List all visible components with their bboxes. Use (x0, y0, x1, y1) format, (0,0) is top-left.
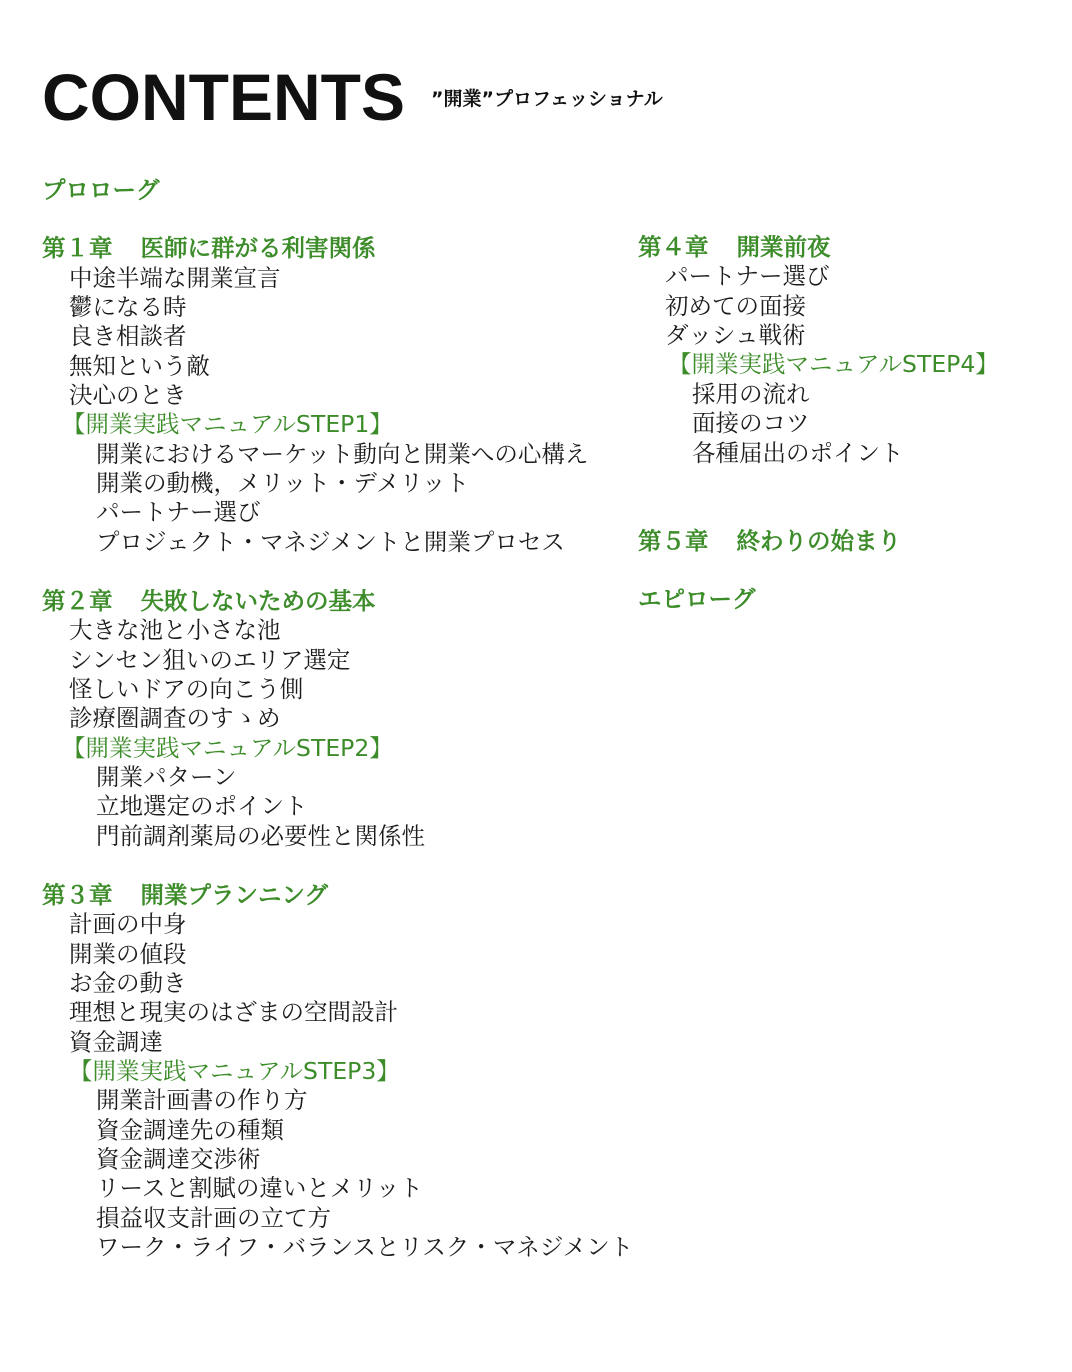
chapter-number: 第２章 (42, 587, 113, 615)
toc-section: 大きな池と小さな池 (69, 616, 281, 644)
chapter-title: プロローグ (42, 176, 160, 204)
page-subtitle: ”開業”プロフェッショナル (431, 88, 663, 110)
manual-step-heading: 【開業実践マニュアルSTEP4】 (668, 350, 999, 378)
chapter-heading (42, 587, 376, 616)
toc-section: 診療圏調査のすゝめ (69, 704, 281, 732)
page-header (42, 58, 663, 136)
toc-subsection: 開業におけるマーケット動向と開業への心構え (96, 440, 589, 468)
chapter-title: 開業プランニング (140, 881, 329, 909)
page-title: CONTENTS (42, 60, 405, 134)
toc-section: 中途半端な開業宣言 (69, 264, 281, 292)
toc-section: シンセン狙いのエリア選定 (69, 646, 351, 674)
toc-subsection: 開業計画書の作り方 (96, 1086, 308, 1114)
toc-subsection: パートナー選び (96, 498, 261, 526)
toc-section: 計画の中身 (69, 910, 187, 938)
toc-subsection: 開業の動機，メリット・デメリット (96, 469, 470, 497)
chapter-title: エピローグ (638, 585, 756, 613)
toc-subsection: ワーク・ライフ・バランスとリスク・マネジメント (96, 1233, 634, 1261)
toc-section: 無知という敵 (69, 352, 210, 380)
chapter-title: 失敗しないための基本 (140, 587, 376, 615)
toc-subsection: 損益収支計画の立て方 (96, 1204, 331, 1232)
chapter-title: 終わりの始まり (736, 527, 901, 555)
chapter-heading (42, 176, 160, 205)
toc-subsection: 門前調剤薬局の必要性と関係性 (96, 822, 425, 850)
toc-section: パートナー選び (665, 262, 830, 290)
chapter-heading (638, 585, 756, 614)
chapter-number: 第５章 (638, 527, 709, 555)
toc-section: お金の動き (69, 969, 187, 997)
chapter-heading (42, 881, 328, 910)
toc-subsection: 資金調達交渉術 (96, 1145, 261, 1173)
chapter-title: 開業前夜 (736, 233, 831, 261)
toc-subsection: 立地選定のポイント (96, 792, 308, 820)
chapter-heading (638, 233, 831, 262)
manual-step-heading: 【開業実践マニュアルSTEP1】 (62, 410, 393, 438)
chapter-number: 第３章 (42, 881, 113, 909)
toc-section: 怪しいドアの向こう側 (69, 675, 304, 703)
toc-subsection: 資金調達先の種類 (96, 1116, 284, 1144)
toc-section: ダッシュ戦術 (665, 321, 806, 349)
toc-section: 開業の値段 (69, 940, 187, 968)
toc-section: 初めての面接 (665, 292, 806, 320)
toc-section: 決心のとき (69, 381, 187, 409)
toc-subsection: 各種届出のポイント (692, 439, 904, 467)
toc-subsection: プロジェクト・マネジメントと開業プロセス (96, 528, 565, 556)
chapter-title: 医師に群がる利害関係 (140, 234, 376, 262)
toc-section: 鬱になる時 (69, 293, 187, 321)
toc-subsection: 開業パターン (96, 763, 237, 791)
chapter-heading (42, 234, 376, 263)
toc-section: 理想と現実のはざまの空間設計 (69, 998, 398, 1026)
chapter-heading (638, 527, 901, 556)
manual-step-heading: 【開業実践マニュアルSTEP3】 (69, 1057, 400, 1085)
manual-step-heading: 【開業実践マニュアルSTEP2】 (62, 734, 393, 762)
toc-section: 良き相談者 (69, 322, 187, 350)
toc-subsection: リースと割賦の違いとメリット (96, 1174, 423, 1202)
toc-section: 資金調達 (69, 1028, 163, 1056)
chapter-number: 第１章 (42, 234, 113, 262)
toc-subsection: 採用の流れ (692, 380, 810, 408)
toc-subsection: 面接のコツ (692, 409, 810, 437)
chapter-number: 第４章 (638, 233, 709, 261)
